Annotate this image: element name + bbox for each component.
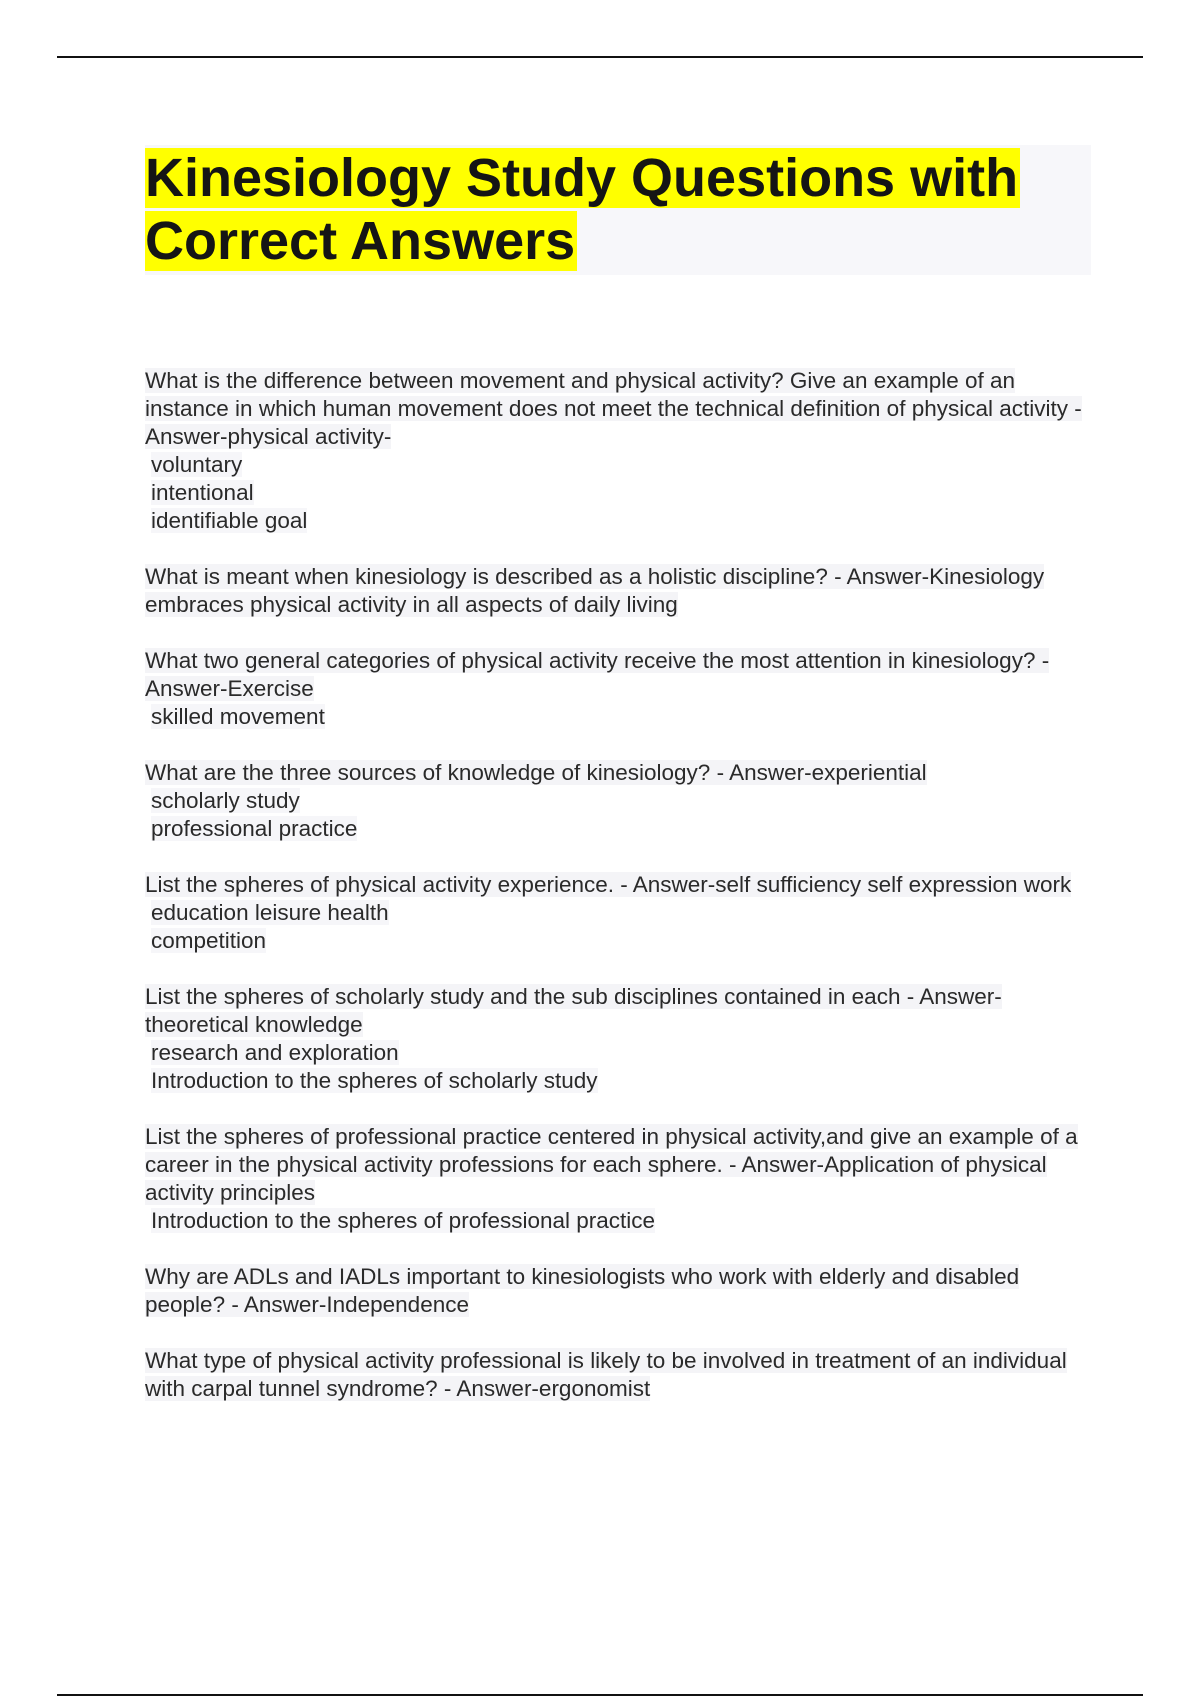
answer-line: voluntary bbox=[151, 452, 243, 477]
answer-line: education leisure health bbox=[151, 900, 389, 925]
bottom-rule bbox=[57, 1694, 1143, 1696]
qa-item bbox=[145, 1263, 1095, 1319]
qa-item bbox=[145, 367, 1095, 535]
qa-item bbox=[145, 759, 1095, 843]
question-text: What is the difference between movement and physical activity? Give an example of an instance in which human movement does not meet the technical definition of physical activity - Answer-physical activity- bbox=[145, 368, 1082, 449]
question-text: List the spheres of scholarly study and the sub disciplines contained in each - Answer-theoretical knowledge bbox=[145, 984, 1002, 1037]
qa-item bbox=[145, 1347, 1095, 1403]
document-title bbox=[145, 145, 1091, 273]
qa-item bbox=[145, 871, 1095, 955]
top-rule bbox=[57, 56, 1143, 58]
question-text: What are the three sources of knowledge of kinesiology? - Answer-experiential bbox=[145, 760, 927, 785]
qa-item bbox=[145, 647, 1095, 731]
answer-line: Introduction to the spheres of professional practice bbox=[151, 1208, 656, 1233]
answer-line: research and exploration bbox=[151, 1040, 399, 1065]
answer-line: intentional bbox=[151, 480, 254, 505]
question-text: What two general categories of physical activity receive the most attention in kinesiology? - Answer-Exercise bbox=[145, 648, 1050, 701]
question-text: Why are ADLs and IADLs important to kinesiologists who work with elderly and disabled people? - Answer-Independence bbox=[145, 1264, 1020, 1317]
answer-line: identifiable goal bbox=[151, 508, 308, 533]
qa-item bbox=[145, 983, 1095, 1095]
answer-line: skilled movement bbox=[151, 704, 325, 729]
answer-line: competition bbox=[151, 928, 267, 953]
answer-line: Introduction to the spheres of scholarly study bbox=[151, 1068, 598, 1093]
answer-line: scholarly study bbox=[151, 788, 300, 813]
answer-line: professional practice bbox=[151, 816, 358, 841]
title-highlight: Kinesiology Study Questions with Correct Answers bbox=[145, 148, 1019, 271]
question-text: List the spheres of professional practice centered in physical activity,and give an example of a career in the physical activity professions for each sphere. - Answer-Application of physical activity principles bbox=[145, 1124, 1078, 1205]
qa-list bbox=[145, 367, 1095, 1431]
qa-item bbox=[145, 563, 1095, 619]
question-text: What type of physical activity professional is likely to be involved in treatment of an individual with carpal tunnel syndrome? - Answer-ergonomist bbox=[145, 1348, 1067, 1401]
question-text: List the spheres of physical activity experience. - Answer-self sufficiency self expression work bbox=[145, 872, 1072, 897]
qa-item bbox=[145, 1123, 1095, 1235]
question-text: What is meant when kinesiology is described as a holistic discipline? - Answer-Kinesiology embraces physical activity in all aspects of daily living bbox=[145, 564, 1045, 617]
title-block bbox=[145, 145, 1091, 275]
